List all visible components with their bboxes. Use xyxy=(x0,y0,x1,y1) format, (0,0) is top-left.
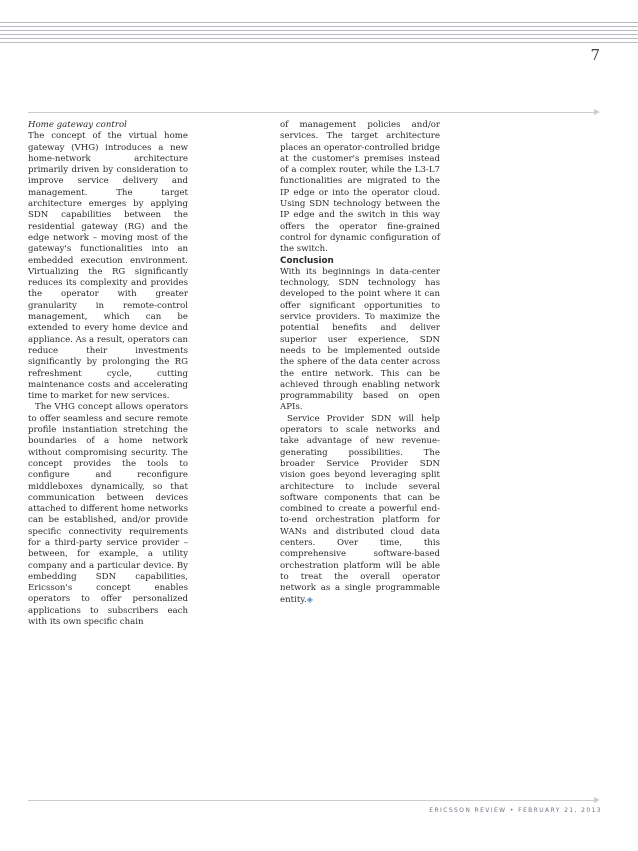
bottom-divider xyxy=(28,800,595,801)
footer-date: FEBRUARY 21, 2013 xyxy=(518,807,602,814)
top-divider xyxy=(28,112,595,113)
top-divider-arrow-icon xyxy=(594,109,600,115)
header-rules xyxy=(0,22,638,46)
left-paragraph-2: The VHG concept allows operators to offer seamless and secure remote profile instantiation stretching the boundaries of a home network without compromising security. The concept provides the tools to configure and reconfigure middleboxes dynamically, so that communication between devices attached to different home networks can be established, and/or provide specific connectivity requirements for a third-party service provider – between, for example, a utility company and a particular device. By embedding SDN capabilities, Ericsson's concept enables operators to offer personalized applications to subscribers each with its own specific chain xyxy=(28,402,188,628)
right-column xyxy=(280,120,440,607)
right-paragraph-1: With its beginnings in data-center technology, SDN technology has developed to the point where it can offer significant opportunities to service providers. To maximize the potential benefits and deliver superior user experience, SDN needs to be implemented outside the sphere of the data center across the entire network. This can be achieved through enabling network programmability based on open APIs. xyxy=(280,266,440,413)
section-heading: Conclusion xyxy=(280,255,334,266)
footer-publication: ERICSSON REVIEW xyxy=(429,807,507,814)
end-of-article-icon: ◈ xyxy=(306,595,313,605)
footer xyxy=(429,807,602,814)
right-paragraph-2 xyxy=(280,414,440,607)
right-paragraph-2-text: Service Provider SDN will help operators to scale networks and take advantage of new revenue-generating possibilities. The broader Service Provider SDN vision goes beyond leveraging split architecture to include several software components that can be combined to create a powerful end-to-end orchestration platform for WANs and distributed cloud data centers. Over time, this comprehensive software-based orchestration platform will be able to treat the overall operator network as a single programmable entity. xyxy=(280,413,440,606)
bottom-divider-arrow-icon xyxy=(594,797,600,803)
right-intro-paragraph: of management policies and/or services. The target architecture places an operator-controlled bridge at the customer's premises instead of a complex router, while the L3-L7 functionalities are migrated to the IP edge or into the operator cloud. Using SDN technology between the IP edge and the switch in this way offers the operator fine-grained control for dynamic configuration of the switch. xyxy=(280,120,440,255)
left-paragraph-1: The concept of the virtual home gateway (VHG) introduces a new home-network architecture primarily driven by consideration to improve service delivery and management. The target architecture emerges by applying SDN capabilities between the residential gateway (RG) and the edge network – moving most of the gateway's functionalities into an embedded execution environment. Virtualizing the RG significantly reduces its complexity and provides the operator with greater granularity in remote-control management, which can be extended to every home device and appliance. As a result, operators can reduce their investments significantly by prolonging the RG refreshment cycle, cutting maintenance costs and accelerating time to market for new services. xyxy=(28,131,188,402)
footer-separator: • xyxy=(509,807,515,814)
left-column xyxy=(28,120,188,628)
subheading: Home gateway control xyxy=(28,120,127,130)
page-number: 7 xyxy=(590,46,600,64)
